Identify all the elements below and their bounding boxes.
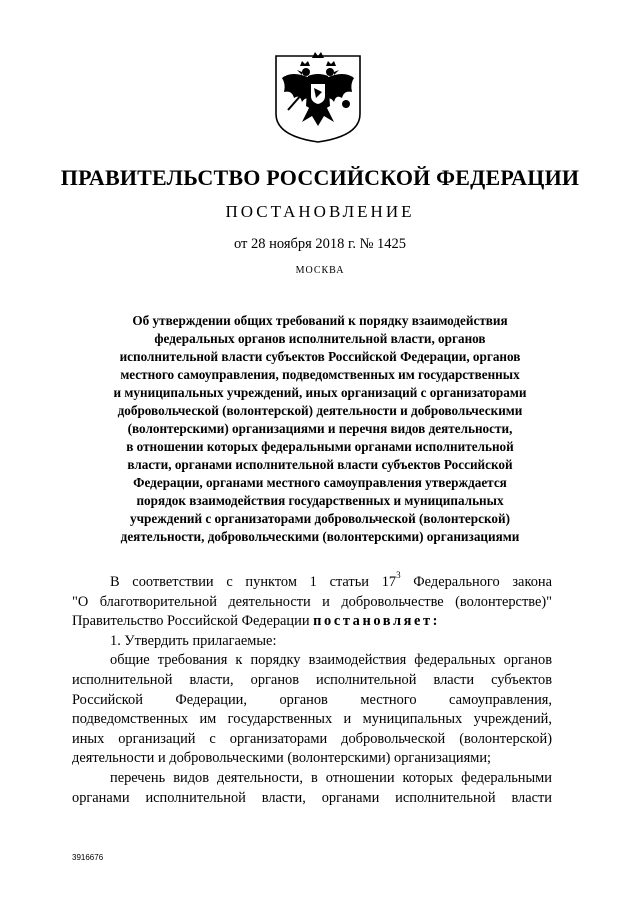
body-line	[72, 612, 552, 632]
body-line: "О благотворительной деятельности и добровольчестве (волонтерстве)"	[72, 593, 552, 610]
body-text: Правительство Российской Федерации	[72, 613, 314, 630]
body-text: В соответствии с пунктом 1 статьи 17	[110, 574, 397, 590]
subject-line: деятельности, добровольческими (волонтерскими) организациями	[120, 529, 520, 544]
subject-line: Федерации, органами местного самоуправления утверждается	[133, 475, 507, 490]
decree-subject	[68, 312, 572, 546]
resolves-keyword: постановляет:	[313, 613, 441, 630]
body-line: деятельности и добровольческими (волонтерскими) организациями;	[72, 750, 492, 767]
body-line: Российской Федерации, органов местного самоуправления,	[72, 691, 552, 708]
body-line: исполнительной власти, органов исполнительной власти субъектов	[72, 671, 552, 688]
subject-line: федеральных органов исполнительной власти, органов	[154, 331, 486, 346]
subject-line: учреждений с организаторами добровольческой (волонтерской)	[130, 511, 510, 526]
subject-line: власти, органами исполнительной власти субъектов Российской	[127, 457, 513, 472]
subject-line: в отношении которых федеральными органами исполнительной	[126, 439, 514, 454]
article-superscript: 3	[396, 570, 401, 581]
body-line	[72, 570, 552, 593]
city-name: МОСКВА	[295, 265, 345, 276]
government-title: ПРАВИТЕЛЬСТВО РОССИЙСКОЙ ФЕДЕРАЦИИ	[60, 165, 580, 190]
body-line: общие требования к порядку взаимодействия федеральных органов	[110, 652, 552, 669]
body-line: органами исполнительной власти, органами исполнительной власти	[72, 789, 552, 806]
body-line: перечень видов деятельности, в отношении которых федеральными	[110, 769, 552, 786]
subject-line: порядок взаимодействия государственных и муниципальных	[136, 493, 504, 508]
subject-line: Об утверждении общих требований к порядку взаимодействия	[132, 313, 508, 328]
subject-line: и муниципальных учреждений, иных организаций с организаторами	[113, 385, 527, 400]
document-type: ПОСТАНОВЛЕНИЕ	[225, 202, 415, 221]
russian-coat-of-arms-icon	[272, 48, 364, 144]
body-line: 1. Утвердить прилагаемые:	[110, 632, 277, 649]
body-line: подведомственных им государственных и муниципальных учреждений,	[72, 711, 552, 728]
subject-line: добровольческой (волонтерской) деятельности и добровольческими	[117, 403, 523, 418]
subject-line: исполнительной власти субъектов Российской Федерации, органов	[119, 349, 521, 364]
decree-body	[72, 570, 552, 808]
body-text: Федерального закона	[400, 574, 552, 590]
subject-line: (волонтерскими) организациями и перечня видов деятельности,	[127, 421, 513, 436]
body-line: иных организаций с организаторами добровольческой (волонтерской)	[72, 730, 552, 747]
subject-line: местного самоуправления, подведомственных им государственных	[120, 367, 520, 382]
document-code: 3916676	[72, 853, 104, 862]
date-and-number: от 28 ноября 2018 г. № 1425	[233, 236, 407, 252]
